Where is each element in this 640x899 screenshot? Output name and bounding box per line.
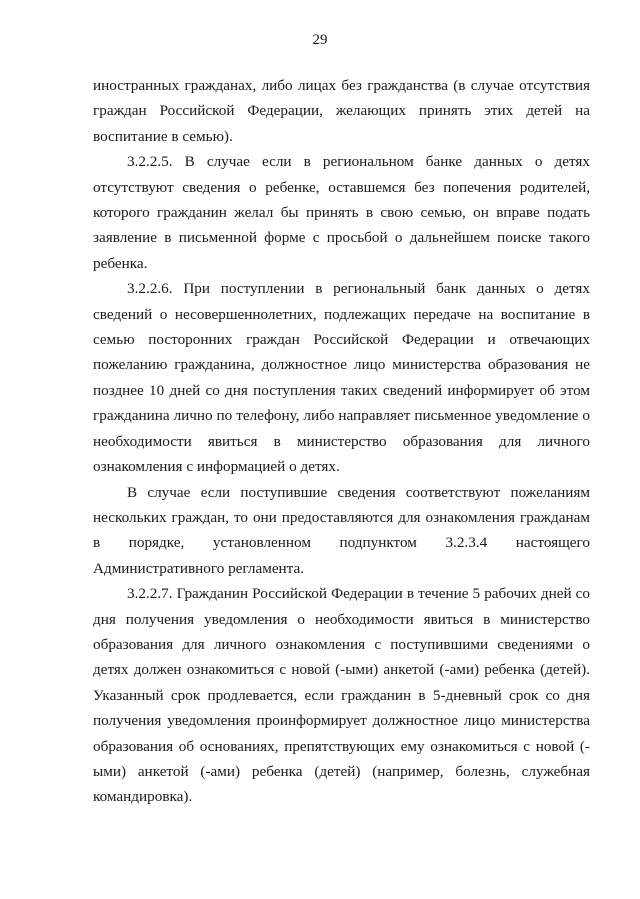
document-body — [93, 73, 590, 810]
paragraph-continuation: иностранных гражданах, либо лицах без гражданства (в случае отсутствия граждан Российской Федерации, желающих принять этих детей на воспитание в семью). — [93, 77, 590, 145]
paragraph-multiple-citizens: В случае если поступившие сведения соответствуют пожеланиям нескольких граждан, то они предоставляются для ознакомления гражданам в порядке, установленном подпунктом 3.2.3.4 настоящего Административного регламента. — [93, 483, 590, 577]
paragraph-3-2-2-5: 3.2.2.5. В случае если в региональном банке данных о детях отсутствуют сведения о ребенке, оставшемся без попечения родителей, которого гражданин желал бы принять в свою семью, он вправе подать заявление в письменной форме с просьбой о дальнейшем поиске такого ребенка. — [93, 153, 590, 272]
page-number: 29 — [312, 32, 328, 48]
paragraph-3-2-2-6: 3.2.2.6. При поступлении в региональный банк данных о детях сведений о несовершеннолетних, подлежащих передаче на воспитание в семью посторонних граждан Российской Федерации и отвечающих пожеланию гражданина, должностное лицо министерства образования не позднее 10 дней со дня поступления таких сведений информирует об этом гражданина лично по телефону, либо направляет письменное уведомление о необходимости явиться в министерство образования для личного ознакомления с информацией о детях. — [93, 280, 590, 476]
paragraph-3-2-2-7: 3.2.2.7. Гражданин Российской Федерации в течение 5 рабочих дней со дня получения уведомления о необходимости явиться в министерство образования для личного ознакомления с поступившими сведениями о детях должен ознакомиться с новой (-ыми) анкетой (-ами) ребенка (детей). Указанный срок продлевается, если гражданин в 5-дневный срок со дня получения уведомления проинформирует должностное лицо министерства образования об основаниях, препятствующих ему ознакомиться с новой (-ыми) анкетой (-ами) ребенка (детей) (например, болезнь, служебная командировка). — [93, 585, 590, 806]
